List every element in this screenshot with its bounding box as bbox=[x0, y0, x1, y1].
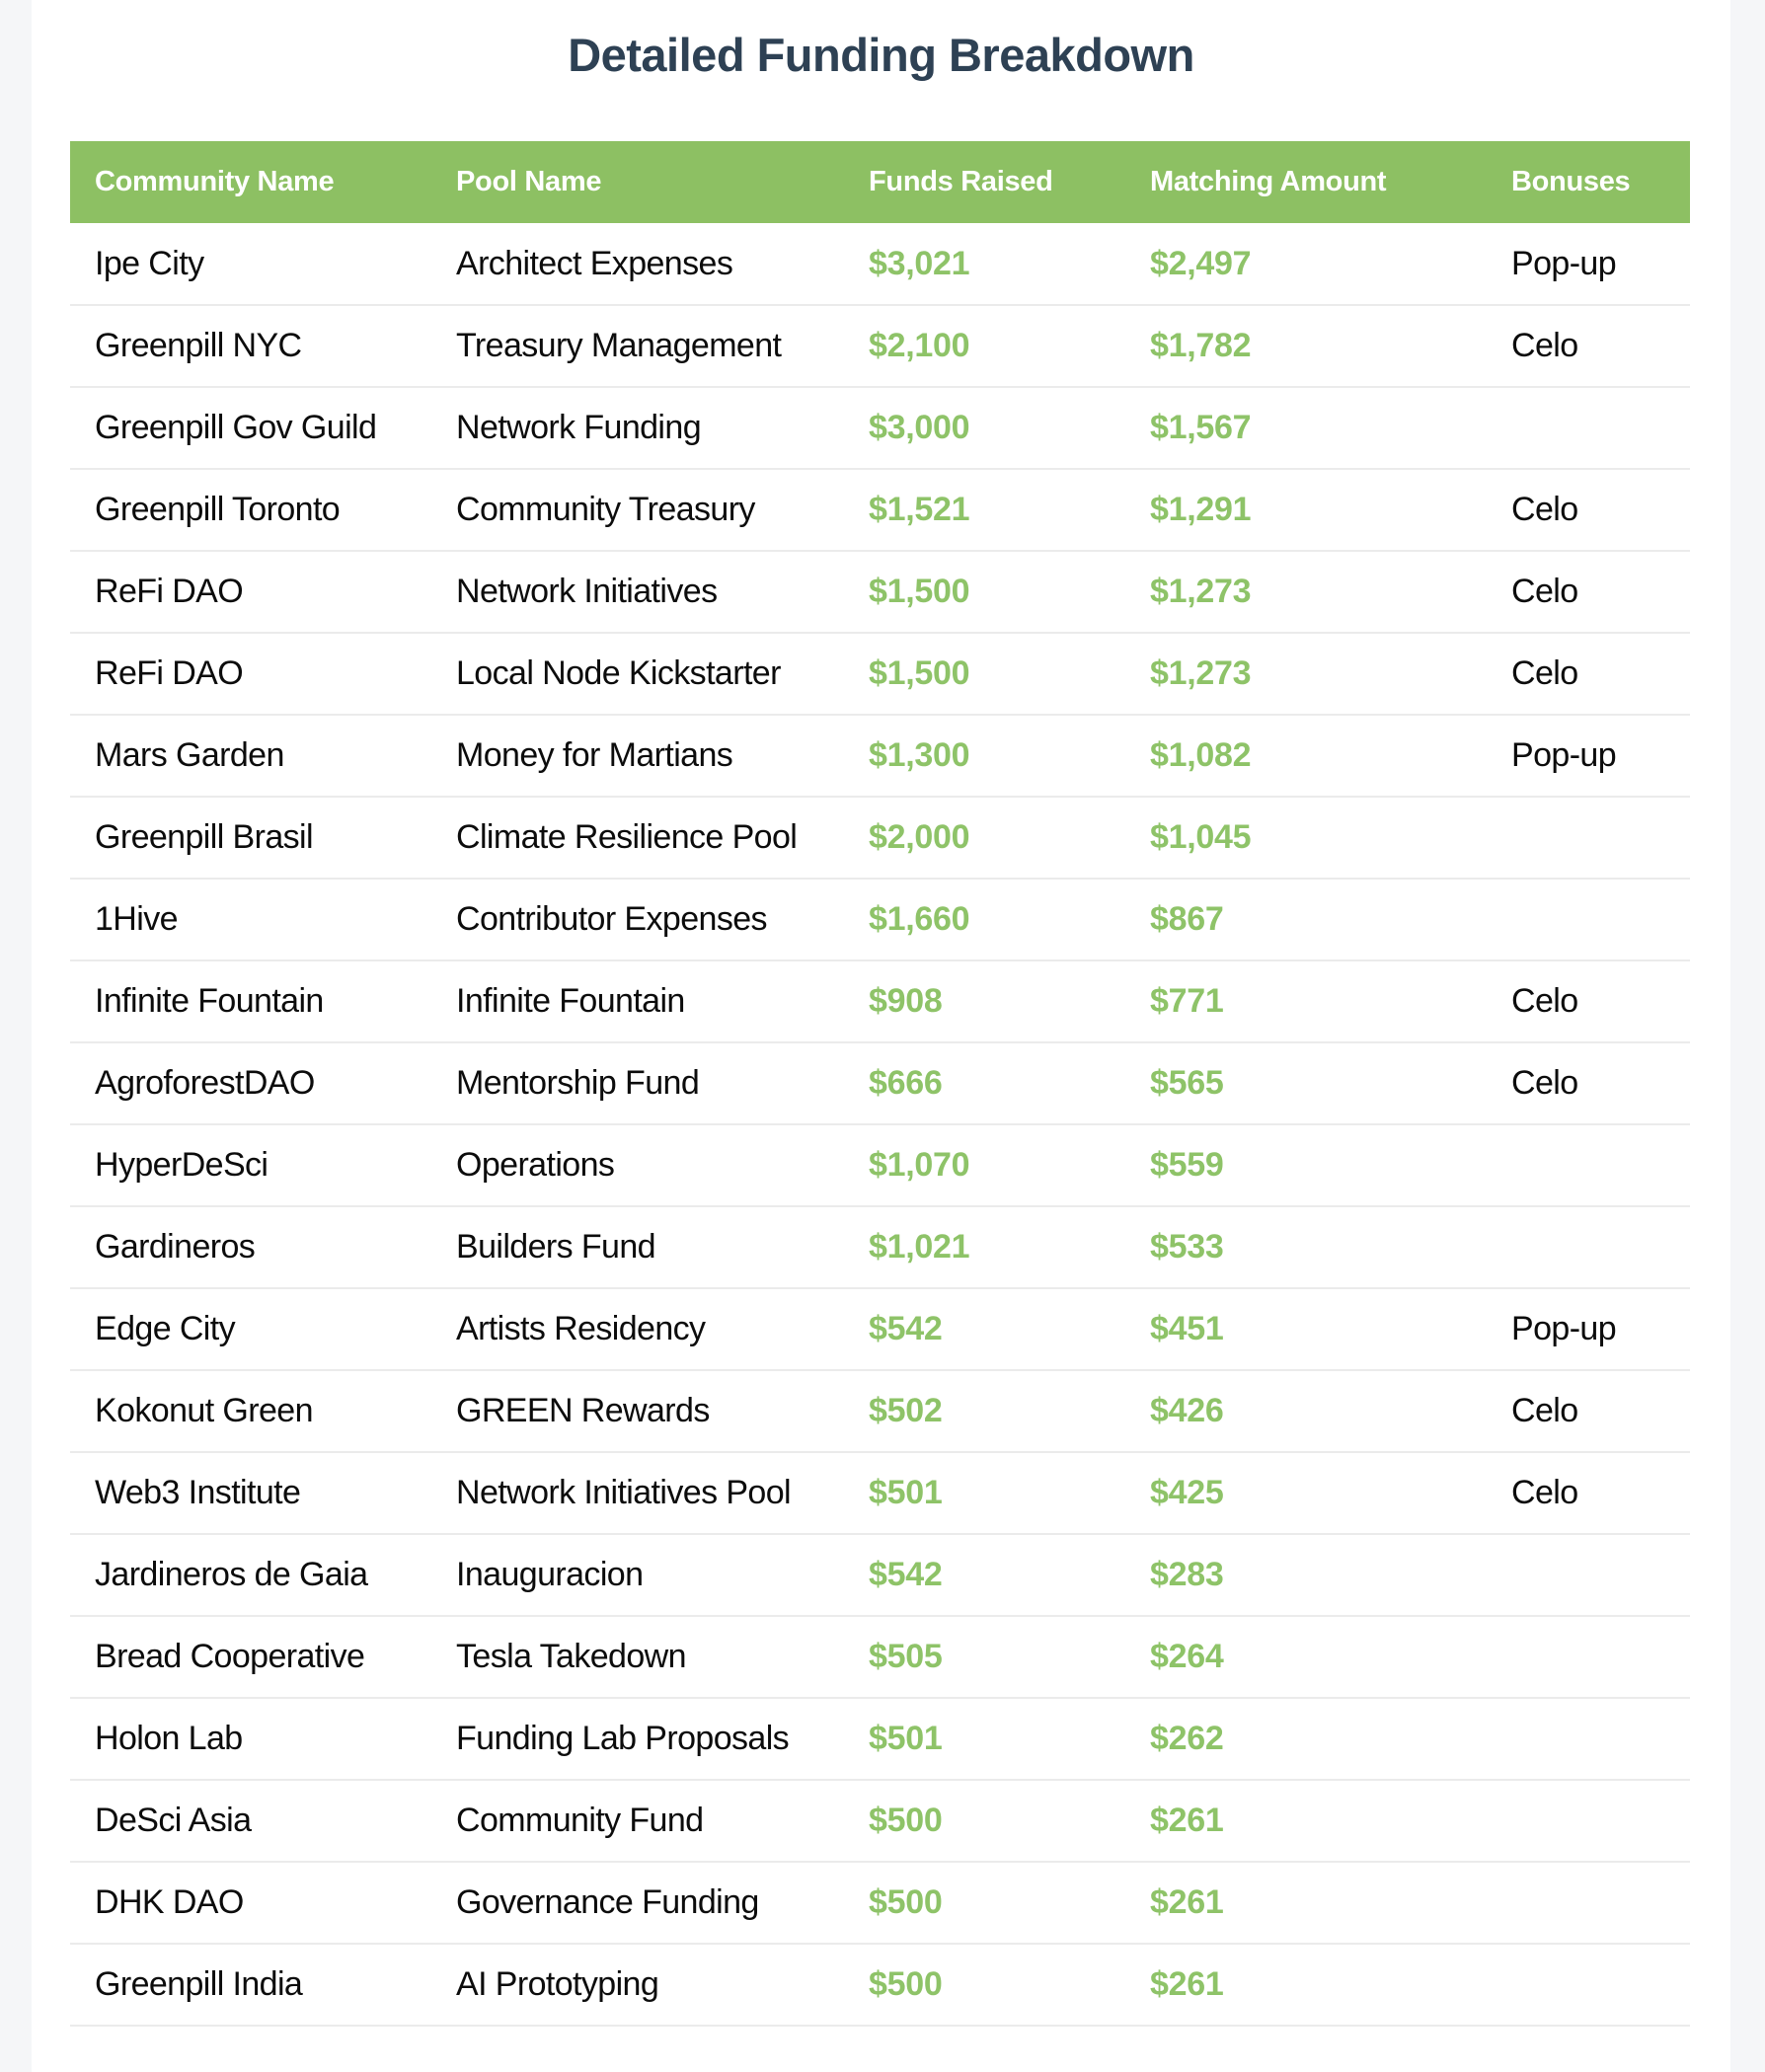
cell-funds-raised: $542 bbox=[844, 1288, 1125, 1370]
cell-matching-amount: $262 bbox=[1125, 1698, 1487, 1780]
cell-bonus: Celo bbox=[1487, 469, 1690, 551]
table-row bbox=[70, 1944, 1690, 2026]
cell-pool-name: GREEN Rewards bbox=[431, 1370, 844, 1452]
cell-pool-name: Funding Lab Proposals bbox=[431, 1698, 844, 1780]
cell-matching-amount: $1,045 bbox=[1125, 797, 1487, 879]
cell-pool-name: Treasury Management bbox=[431, 305, 844, 387]
cell-bonus bbox=[1487, 387, 1690, 469]
cell-pool-name: Tesla Takedown bbox=[431, 1616, 844, 1698]
cell-community-name: Greenpill Brasil bbox=[70, 797, 431, 879]
cell-matching-amount: $2,497 bbox=[1125, 223, 1487, 305]
cell-funds-raised: $502 bbox=[844, 1370, 1125, 1452]
cell-funds-raised: $2,100 bbox=[844, 305, 1125, 387]
cell-matching-amount: $283 bbox=[1125, 1534, 1487, 1616]
cell-bonus: Pop-up bbox=[1487, 1288, 1690, 1370]
cell-community-name: DHK DAO bbox=[70, 1862, 431, 1944]
cell-funds-raised: $1,300 bbox=[844, 715, 1125, 797]
page-title: Detailed Funding Breakdown bbox=[568, 29, 1194, 81]
cell-pool-name: Local Node Kickstarter bbox=[431, 633, 844, 715]
cell-community-name: Holon Lab bbox=[70, 1698, 431, 1780]
cell-funds-raised: $1,500 bbox=[844, 633, 1125, 715]
table-header-row bbox=[70, 141, 1690, 223]
cell-community-name: Edge City bbox=[70, 1288, 431, 1370]
cell-funds-raised: $3,000 bbox=[844, 387, 1125, 469]
cell-funds-raised: $542 bbox=[844, 1534, 1125, 1616]
cell-funds-raised: $3,021 bbox=[844, 223, 1125, 305]
cell-funds-raised: $501 bbox=[844, 1452, 1125, 1534]
table-row bbox=[70, 387, 1690, 469]
cell-funds-raised: $500 bbox=[844, 1862, 1125, 1944]
cell-community-name: ReFi DAO bbox=[70, 551, 431, 633]
cell-funds-raised: $1,070 bbox=[844, 1124, 1125, 1206]
cell-community-name: Web3 Institute bbox=[70, 1452, 431, 1534]
cell-matching-amount: $261 bbox=[1125, 1944, 1487, 2026]
cell-bonus bbox=[1487, 1944, 1690, 2026]
cell-pool-name: Architect Expenses bbox=[431, 223, 844, 305]
cell-community-name: Kokonut Green bbox=[70, 1370, 431, 1452]
cell-funds-raised: $2,000 bbox=[844, 797, 1125, 879]
table-row bbox=[70, 1288, 1690, 1370]
cell-matching-amount: $264 bbox=[1125, 1616, 1487, 1698]
cell-matching-amount: $1,273 bbox=[1125, 633, 1487, 715]
table-row bbox=[70, 1698, 1690, 1780]
cell-funds-raised: $666 bbox=[844, 1042, 1125, 1124]
cell-bonus: Pop-up bbox=[1487, 223, 1690, 305]
table-row bbox=[70, 305, 1690, 387]
cell-pool-name: Community Fund bbox=[431, 1780, 844, 1862]
cell-community-name: Infinite Fountain bbox=[70, 960, 431, 1042]
cell-matching-amount: $533 bbox=[1125, 1206, 1487, 1288]
cell-funds-raised: $1,521 bbox=[844, 469, 1125, 551]
cell-pool-name: Climate Resilience Pool bbox=[431, 797, 844, 879]
cell-bonus bbox=[1487, 797, 1690, 879]
funding-breakdown-card bbox=[32, 0, 1730, 2072]
cell-bonus bbox=[1487, 1534, 1690, 1616]
cell-pool-name: Network Initiatives Pool bbox=[431, 1452, 844, 1534]
cell-matching-amount: $559 bbox=[1125, 1124, 1487, 1206]
column-header-matching-amount: Matching Amount bbox=[1125, 141, 1487, 223]
cell-funds-raised: $500 bbox=[844, 1944, 1125, 2026]
column-header-pool-name: Pool Name bbox=[431, 141, 844, 223]
cell-pool-name: Contributor Expenses bbox=[431, 879, 844, 960]
cell-funds-raised: $908 bbox=[844, 960, 1125, 1042]
cell-pool-name: Network Funding bbox=[431, 387, 844, 469]
table-row bbox=[70, 1124, 1690, 1206]
cell-bonus: Celo bbox=[1487, 1042, 1690, 1124]
table-row bbox=[70, 1042, 1690, 1124]
cell-pool-name: Artists Residency bbox=[431, 1288, 844, 1370]
table-row bbox=[70, 633, 1690, 715]
cell-matching-amount: $1,273 bbox=[1125, 551, 1487, 633]
cell-bonus: Celo bbox=[1487, 1452, 1690, 1534]
cell-matching-amount: $867 bbox=[1125, 879, 1487, 960]
cell-bonus bbox=[1487, 1862, 1690, 1944]
table-row bbox=[70, 879, 1690, 960]
table-row bbox=[70, 1452, 1690, 1534]
cell-community-name: Bread Cooperative bbox=[70, 1616, 431, 1698]
cell-community-name: Greenpill Gov Guild bbox=[70, 387, 431, 469]
cell-matching-amount: $1,782 bbox=[1125, 305, 1487, 387]
cell-matching-amount: $426 bbox=[1125, 1370, 1487, 1452]
cell-matching-amount: $565 bbox=[1125, 1042, 1487, 1124]
cell-community-name: 1Hive bbox=[70, 879, 431, 960]
table-row bbox=[70, 469, 1690, 551]
cell-bonus bbox=[1487, 1616, 1690, 1698]
cell-bonus: Celo bbox=[1487, 551, 1690, 633]
cell-bonus: Celo bbox=[1487, 1370, 1690, 1452]
cell-community-name: Greenpill NYC bbox=[70, 305, 431, 387]
table-row bbox=[70, 1616, 1690, 1698]
table-row bbox=[70, 715, 1690, 797]
table-row bbox=[70, 1370, 1690, 1452]
column-header-bonuses: Bonuses bbox=[1487, 141, 1690, 223]
table-row bbox=[70, 1862, 1690, 1944]
cell-funds-raised: $1,500 bbox=[844, 551, 1125, 633]
funding-table bbox=[70, 141, 1690, 2027]
cell-bonus bbox=[1487, 1124, 1690, 1206]
table-row bbox=[70, 797, 1690, 879]
cell-matching-amount: $425 bbox=[1125, 1452, 1487, 1534]
cell-pool-name: Network Initiatives bbox=[431, 551, 844, 633]
cell-pool-name: Money for Martians bbox=[431, 715, 844, 797]
cell-bonus bbox=[1487, 1698, 1690, 1780]
cell-funds-raised: $1,021 bbox=[844, 1206, 1125, 1288]
cell-funds-raised: $1,660 bbox=[844, 879, 1125, 960]
table-row bbox=[70, 551, 1690, 633]
cell-community-name: DeSci Asia bbox=[70, 1780, 431, 1862]
cell-pool-name: Inauguracion bbox=[431, 1534, 844, 1616]
column-header-community-name: Community Name bbox=[70, 141, 431, 223]
table-row bbox=[70, 960, 1690, 1042]
cell-pool-name: Operations bbox=[431, 1124, 844, 1206]
column-header-funds-raised: Funds Raised bbox=[844, 141, 1125, 223]
cell-pool-name: Governance Funding bbox=[431, 1862, 844, 1944]
cell-community-name: Jardineros de Gaia bbox=[70, 1534, 431, 1616]
cell-community-name: Mars Garden bbox=[70, 715, 431, 797]
cell-matching-amount: $261 bbox=[1125, 1862, 1487, 1944]
cell-matching-amount: $771 bbox=[1125, 960, 1487, 1042]
cell-matching-amount: $1,291 bbox=[1125, 469, 1487, 551]
table-row bbox=[70, 223, 1690, 305]
cell-pool-name: Infinite Fountain bbox=[431, 960, 844, 1042]
cell-bonus: Celo bbox=[1487, 633, 1690, 715]
cell-bonus: Celo bbox=[1487, 305, 1690, 387]
cell-community-name: Greenpill India bbox=[70, 1944, 431, 2026]
table-row bbox=[70, 1206, 1690, 1288]
table-row bbox=[70, 1780, 1690, 1862]
cell-community-name: Gardineros bbox=[70, 1206, 431, 1288]
cell-community-name: Ipe City bbox=[70, 223, 431, 305]
cell-pool-name: Community Treasury bbox=[431, 469, 844, 551]
cell-community-name: ReFi DAO bbox=[70, 633, 431, 715]
cell-pool-name: Builders Fund bbox=[431, 1206, 844, 1288]
cell-funds-raised: $501 bbox=[844, 1698, 1125, 1780]
cell-bonus: Celo bbox=[1487, 960, 1690, 1042]
table-body bbox=[70, 223, 1690, 2026]
cell-matching-amount: $451 bbox=[1125, 1288, 1487, 1370]
cell-community-name: Greenpill Toronto bbox=[70, 469, 431, 551]
title-section bbox=[32, 0, 1730, 141]
cell-matching-amount: $1,082 bbox=[1125, 715, 1487, 797]
cell-bonus bbox=[1487, 1206, 1690, 1288]
table-row bbox=[70, 1534, 1690, 1616]
cell-funds-raised: $500 bbox=[844, 1780, 1125, 1862]
cell-bonus: Pop-up bbox=[1487, 715, 1690, 797]
cell-funds-raised: $505 bbox=[844, 1616, 1125, 1698]
cell-community-name: HyperDeSci bbox=[70, 1124, 431, 1206]
cell-bonus bbox=[1487, 879, 1690, 960]
cell-pool-name: Mentorship Fund bbox=[431, 1042, 844, 1124]
cell-matching-amount: $261 bbox=[1125, 1780, 1487, 1862]
cell-community-name: AgroforestDAO bbox=[70, 1042, 431, 1124]
cell-bonus bbox=[1487, 1780, 1690, 1862]
cell-matching-amount: $1,567 bbox=[1125, 387, 1487, 469]
cell-pool-name: AI Prototyping bbox=[431, 1944, 844, 2026]
